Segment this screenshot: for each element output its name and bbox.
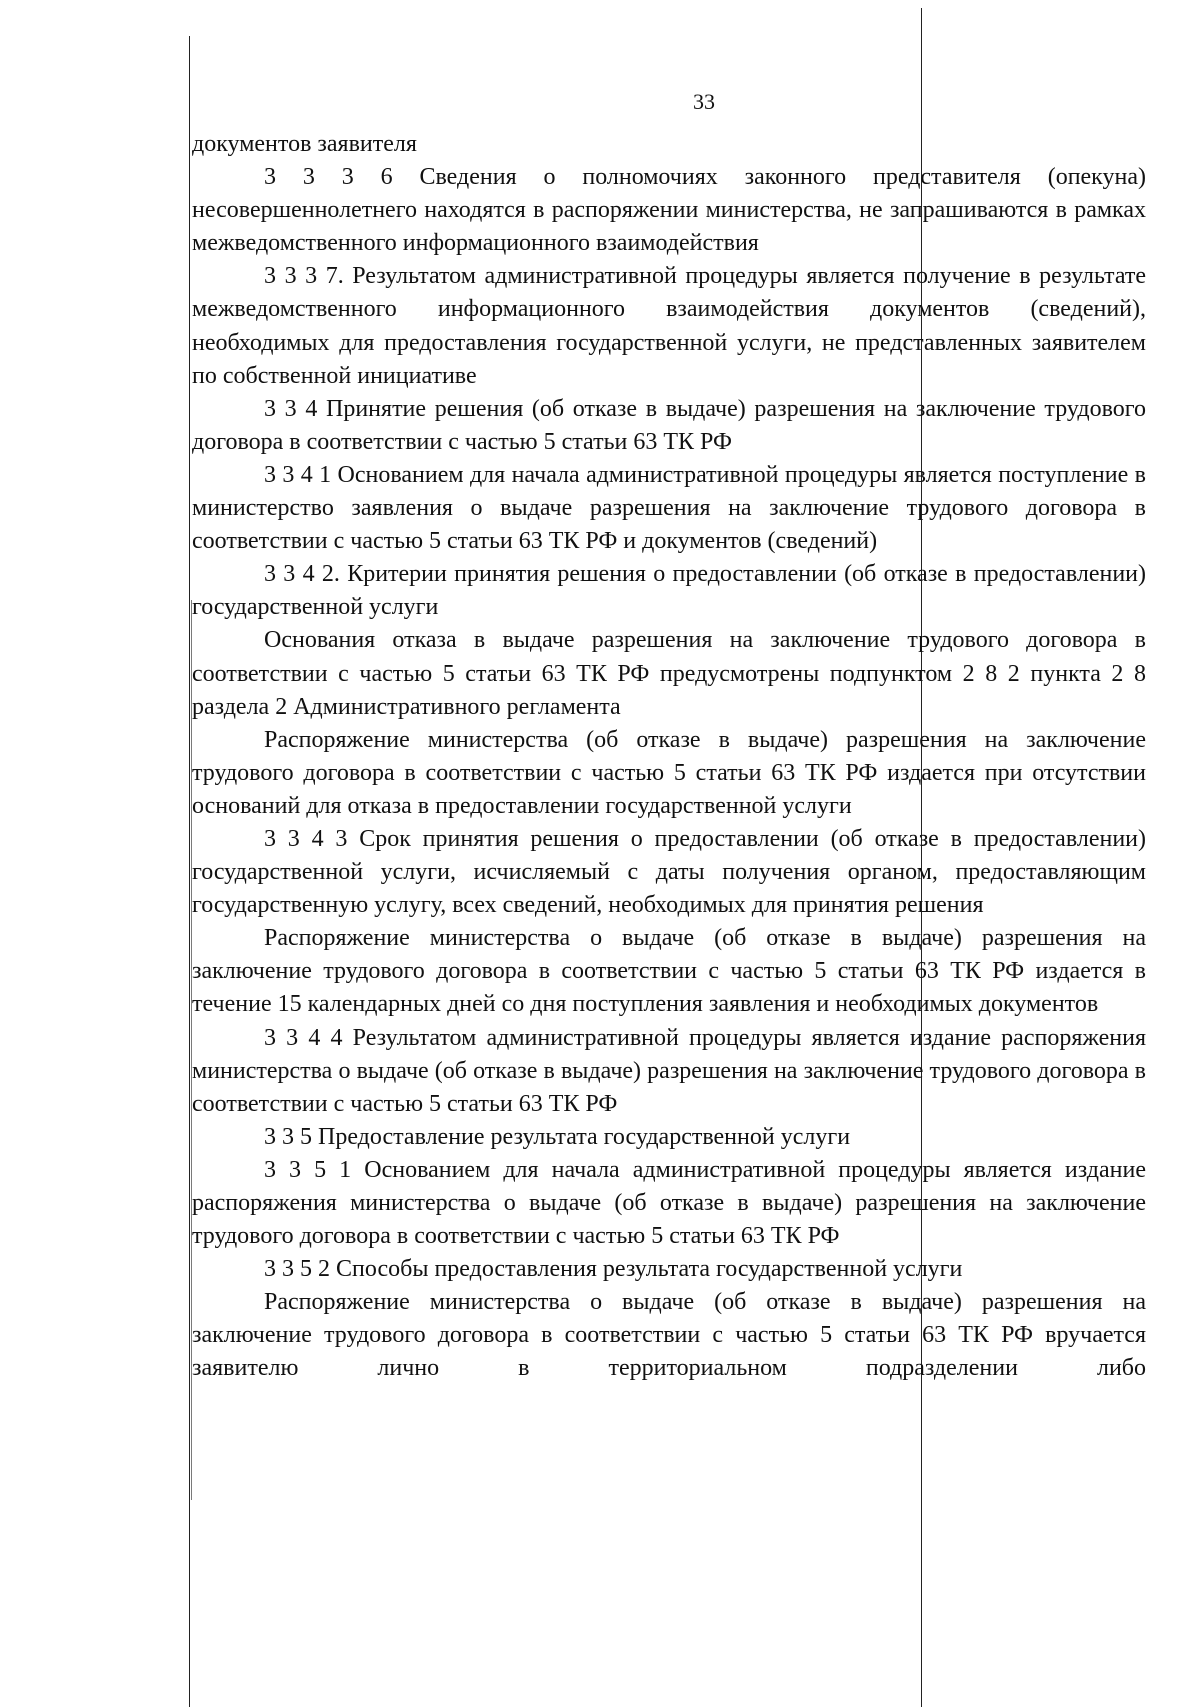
paragraph: 3 3 4 Принятие решения (об отказе в выдаче) разрешения на заключение трудового договора в соответствии с частью 5 статьи 63 ТК РФ — [192, 395, 1146, 455]
scan-border-left — [189, 36, 190, 1707]
page-number: 33 — [693, 89, 715, 114]
paragraph: 3 3 4 2. Критерии принятия решения о предоставлении (об отказе в предоставлении) государственной услуги — [192, 561, 1146, 621]
paragraph: 3 3 5 1 Основанием для начала административной процедуры является издание распоряжения министерства о выдаче (об отказе в выдаче) разрешения на заключение трудового договора в соответствии с частью 5 статьи 63 ТК РФ — [192, 1156, 1146, 1250]
paragraph: Распоряжение министерства (об отказе в выдаче) разрешения на заключение трудового договора в соответствии с частью 5 статьи 63 ТК РФ издается при отсутствии оснований для отказа в предоставлении государственной услуги — [192, 726, 1146, 819]
paragraph: 3 3 3 7. Результатом административной процедуры является получение в результате межведомственного информационного взаимодействия документов (сведений), необходимых для предоставления государственной услуги, не представленных заявителем по собственной инициативе — [192, 263, 1146, 389]
paragraph: Распоряжение министерства о выдаче (об отказе в выдаче) разрешения на заключение трудового договора в соответствии с частью 5 статьи 63 ТК РФ вручается заявителю лично в территориальном подразделении либо — [192, 1289, 1146, 1382]
paragraph: 3 3 3 6 Сведения о полномочиях законного представителя (опекуна) несовершеннолетнего находятся в распоряжении министерства, не запрашиваются в рамках межведомственного информационного взаимодействия — [192, 164, 1146, 257]
paragraph: 3 3 5 Предоставление результата государственной услуги — [264, 1123, 851, 1150]
paragraph: Распоряжение министерства о выдаче (об отказе в выдаче) разрешения на заключение трудового договора в соответствии с частью 5 статьи 63 ТК РФ издается в течение 15 календарных дней со дня поступления заявления и необходимых документов — [192, 925, 1146, 1018]
paragraph: Основания отказа в выдаче разрешения на заключение трудового договора в соответствии с частью 5 статьи 63 ТК РФ предусмотрены подпунктом 2 8 2 пункта 2 8 раздела 2 Административного регламента — [192, 627, 1146, 720]
paragraph: 3 3 4 4 Результатом административной процедуры является издание распоряжения министерства о выдаче (об отказе в выдаче) разрешения на заключение трудового договора в соответствии с частью 5 статьи 63 ТК РФ — [192, 1024, 1146, 1117]
document-body — [192, 128, 1146, 1386]
paragraph: 3 3 5 2 Способы предоставления результата государственной услуги — [264, 1256, 963, 1283]
paragraph: 3 3 4 1 Основанием для начала административной процедуры является поступление в министерство заявления о выдаче разрешения на заключение трудового договора в соответствии с частью 5 статьи 63 ТК РФ и документов (сведений) — [192, 461, 1146, 555]
paragraph: документов заявителя — [192, 131, 417, 157]
paragraph: 3 3 4 3 Срок принятия решения о предоставлении (об отказе в предоставлении) государственной услуги, исчисляемый с даты получения органом, предоставляющим государственную услугу, всех сведений, необходимых для принятия решения — [192, 825, 1146, 919]
